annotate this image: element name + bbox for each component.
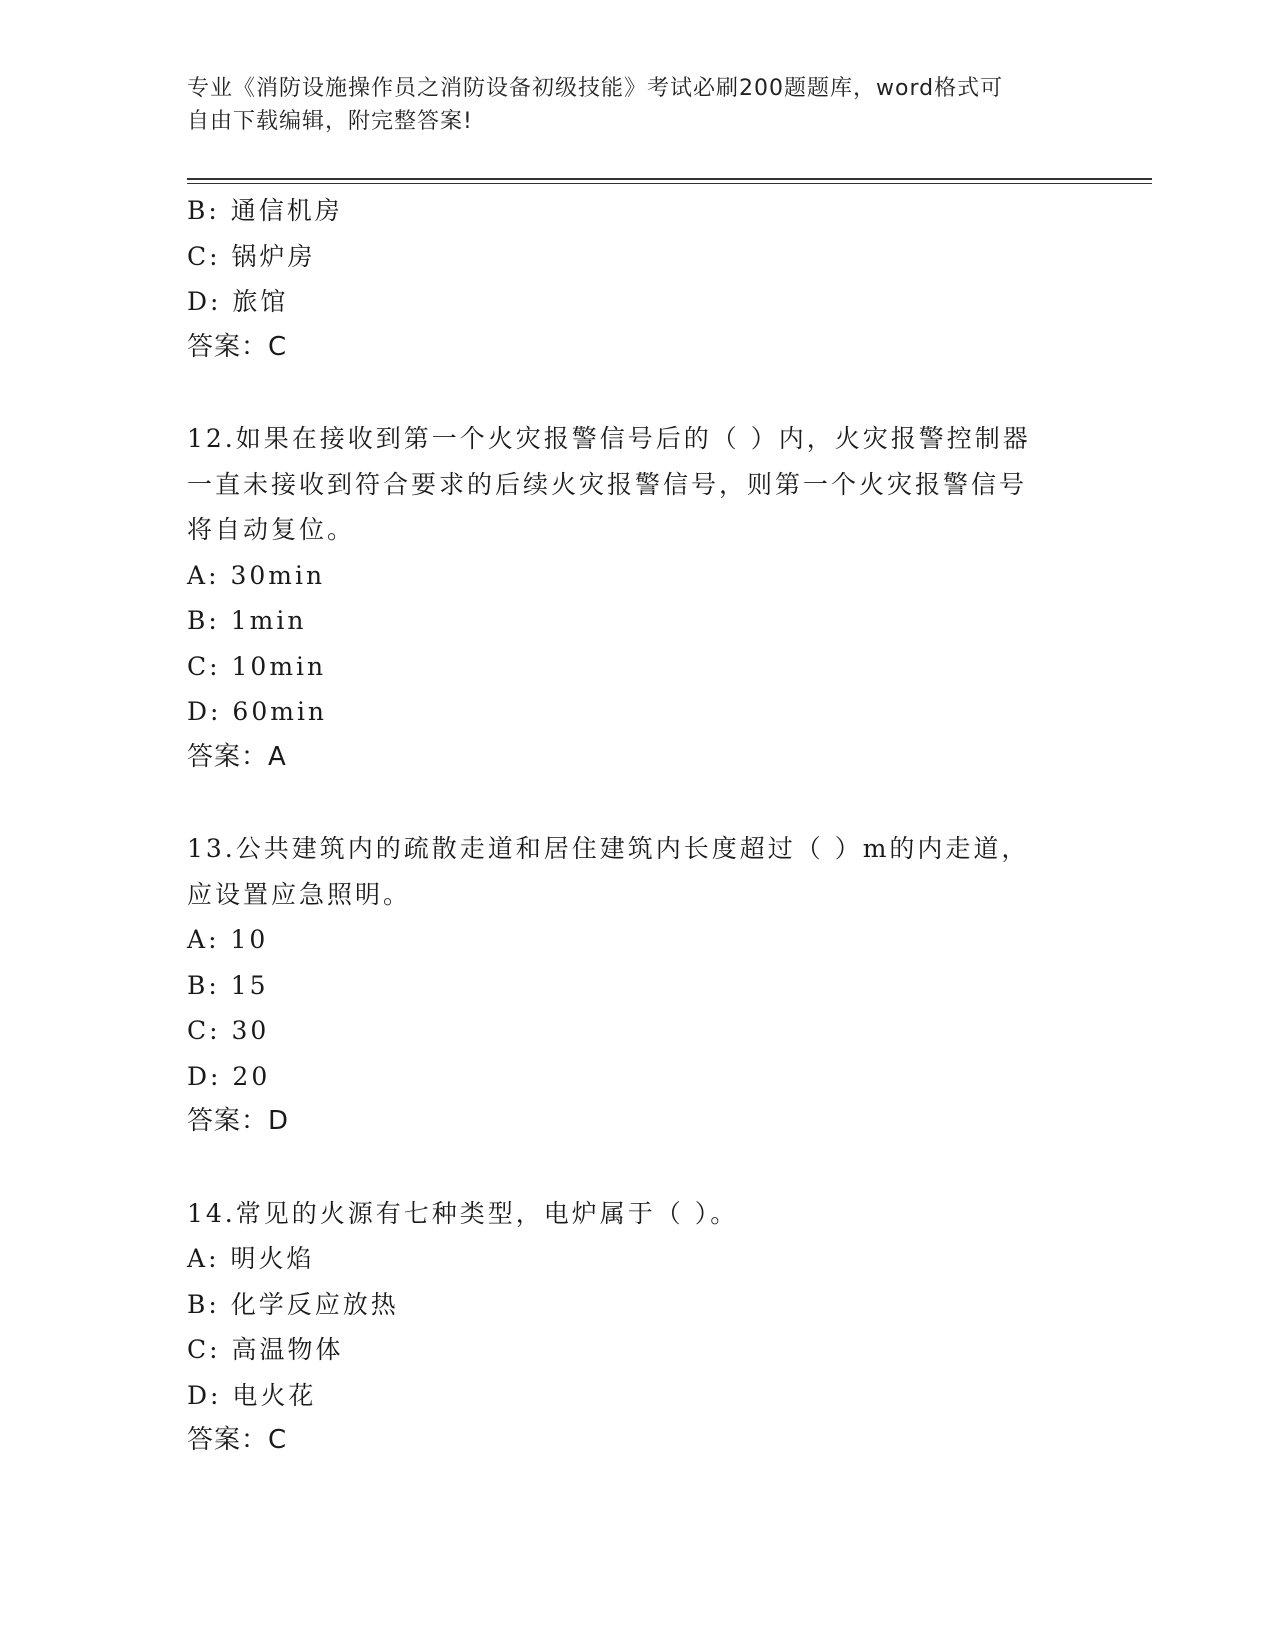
answer-line: 答案：A: [187, 741, 287, 772]
option-d: D: 电火花: [187, 1380, 317, 1410]
question-12: [187, 416, 1087, 780]
option-b: B: 化学反应放热: [187, 1289, 399, 1319]
option-a: A: 10: [187, 925, 269, 954]
answer-line: 答案：C: [187, 1425, 288, 1455]
option-d: D: 20: [187, 1061, 271, 1091]
header-line-1: 专业《消防设施操作员之消防设备初级技能》考试必刷200题题库，word格式可: [187, 76, 1004, 101]
option-c: C: 10min: [187, 651, 327, 681]
option-a: A: 30min: [187, 560, 326, 590]
option-d: D: 旅馆: [187, 287, 289, 316]
question-stem-line: 一直未接收到符合要求的后续火灾报警信号，则第一个火灾报警信号: [187, 469, 1028, 499]
option-c: C: 锅炉房: [187, 241, 316, 271]
question-list: [187, 188, 1087, 1464]
question-14: [187, 1191, 1087, 1464]
option-c: C: 30: [187, 1016, 270, 1045]
header-divider-thin: [187, 183, 1152, 184]
option-b: B: 15: [187, 970, 269, 1000]
option-a: A: 明火焰: [187, 1244, 315, 1273]
document-header: [187, 72, 1087, 138]
answer-line: 答案：C: [187, 331, 288, 362]
question-stem-line: 12.如果在接收到第一个火灾报警信号后的（ ）内，火灾报警控制器: [187, 424, 1031, 453]
question-13: [187, 826, 1087, 1145]
question-stem-line: 将自动复位。: [187, 515, 356, 544]
question-stem-line: 14.常见的火源有七种类型，电炉属于（ ）。: [187, 1198, 739, 1228]
header-line-2: 自由下载编辑，附完整答案!: [187, 109, 473, 134]
option-b: B: 通信机房: [187, 196, 343, 225]
option-c: C: 高温物体: [187, 1335, 344, 1364]
header-divider-thick: [187, 178, 1152, 180]
option-d: D: 60min: [187, 697, 328, 726]
question-stem-line: 应设置应急照明。: [187, 879, 412, 909]
question-11-continued: [187, 188, 1087, 370]
answer-line: 答案：D: [187, 1106, 290, 1136]
option-b: B: 1min: [187, 606, 307, 635]
question-stem-line: 13.公共建筑内的疏散走道和居住建筑内长度超过（ ）m的内走道，: [187, 834, 1030, 863]
